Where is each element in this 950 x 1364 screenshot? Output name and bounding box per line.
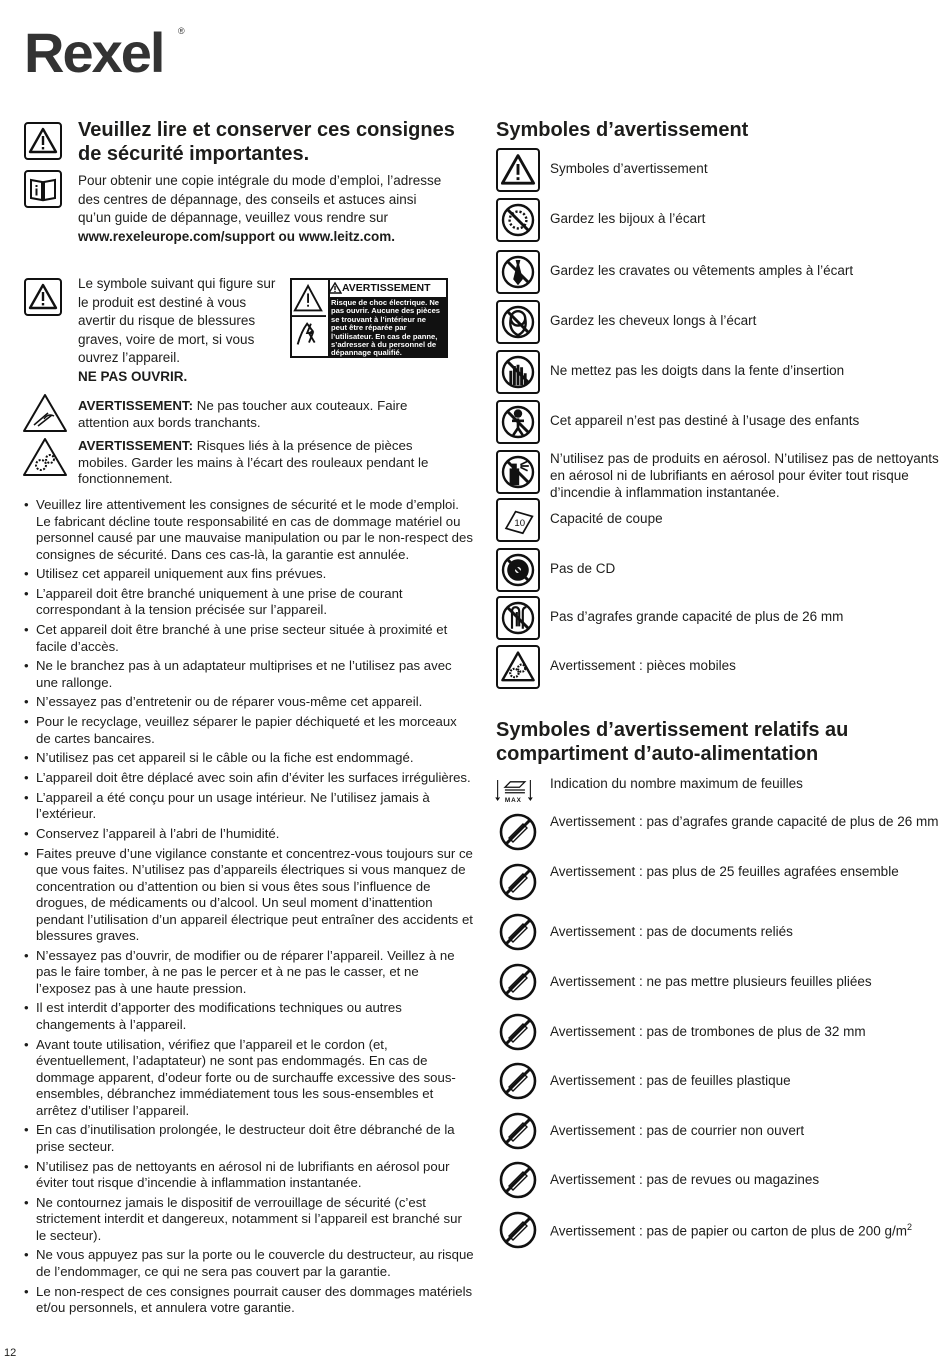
symbol-label: Gardez les bijoux à l’écart (550, 211, 706, 226)
no-unopened-mail-icon (498, 1111, 538, 1151)
symbol-row (496, 250, 946, 294)
autofeed-label (550, 972, 942, 991)
symbol-label: N’utilisez pas de produits en aérosol. N’utilisez pas de nettoyants en aérosol ni de lubrifiants en aérosol pour éviter tout risque d’incendie à inflammation instantanée. (550, 451, 939, 500)
autofeed-row (496, 1012, 946, 1054)
warning-label-heading: AVERTISSEMENT (342, 282, 431, 294)
autofeed-label-text: Avertissement : pas de courrier non ouvert (550, 1123, 805, 1138)
bullet-item: • L’appareil doit être déplacé avec soin afin d’éviter les surfaces irrégulières. (24, 770, 474, 787)
autofeed-row (496, 912, 946, 954)
symbol-row (496, 450, 946, 500)
intro-paragraph (78, 172, 448, 246)
warning-triangle-icon (24, 278, 62, 316)
bullet-item: • N’essayez pas d’entretenir ou de réparer vous-même cet appareil. (24, 694, 474, 711)
symbol-label: Avertissement : pièces mobiles (550, 658, 736, 673)
symbol-row (496, 148, 946, 192)
intro-text: Pour obtenir une copie intégrale du mode d’emploi, l’adresse des centres de dépannage, des conseils et astuces ainsi qu’un guide de dépannage, veuillez vous rendre sur (78, 173, 442, 226)
symbol-row (496, 350, 946, 394)
symbol-label: Gardez les cravates ou vêtements amples à l’écart (550, 263, 854, 278)
autofeed-label (550, 1071, 942, 1090)
cutting-capacity-icon (496, 498, 540, 542)
bullet-item: • L’appareil a été conçu pour un usage intérieur. Ne l’utilisez jamais à l’extérieur. (24, 790, 474, 823)
autofeed-row (496, 962, 946, 1004)
symbol-row (496, 198, 946, 242)
no-plastic-sheets-icon (498, 1061, 538, 1101)
autofeed-label (550, 1218, 942, 1241)
autofeed-label-text: Avertissement : pas de trombones de plus de 32 mm (550, 1024, 866, 1039)
warning-triangle-icon (328, 282, 342, 294)
moving-parts-warning-icon (22, 437, 68, 477)
svg-text:MAX: MAX (504, 796, 522, 804)
no-magazines-icon (498, 1160, 538, 1200)
bullet-item: • Il est interdit d’apporter des modifications techniques ou autres changements à l’appareil. (24, 1000, 474, 1033)
symbol-row (496, 300, 946, 344)
autofeed-row (496, 1061, 946, 1103)
blades-warning (78, 397, 458, 431)
autofeed-label (550, 862, 942, 881)
warning-triangle-icon (496, 148, 540, 192)
symbol-label: Gardez les cheveux longs à l’écart (550, 313, 757, 328)
autofeed-label-text: Avertissement : pas de revues ou magazines (550, 1172, 820, 1187)
no-paperclips-icon (498, 1012, 538, 1052)
blades-warning-text: Ne pas toucher aux couteaux. Faire attention aux bords tranchants. (78, 398, 408, 430)
read-manual-icon (24, 170, 62, 208)
autofeed-label (550, 1022, 942, 1041)
rexel-logo (24, 20, 163, 85)
no-long-hair-icon (496, 300, 540, 344)
no-stapled-sheets-icon (498, 862, 538, 902)
bullet-item: • Avant toute utilisation, vérifiez que l’appareil et le cordon (et, éventuellement, l’adaptateur) ne sont pas endommagés. En cas de dommage apparent, d’odeur forte ou de surchauffe excessive des sous-ensembles, débranchez immédiatement tous les sous-ensembles et arrêtez d’utiliser l’appareil. (24, 1037, 474, 1120)
bullet-item: • Utilisez cet appareil uniquement aux fins prévues. (24, 566, 474, 583)
symbol-label: Ne mettez pas les doigts dans la fente d’insertion (550, 363, 845, 378)
autofeed-label-text: Avertissement : ne pas mettre plusieurs feuilles pliées (550, 974, 872, 989)
symbol-label: Cet appareil n’est pas destiné à l’usage des enfants (550, 413, 860, 428)
symbol-label: Pas de CD (550, 561, 616, 576)
bullet-item: • Pour le recyclage, veuillez séparer le papier déchiqueté et les morceaux de cartes bancaires. (24, 714, 474, 747)
symbol-label: Capacité de coupe (550, 511, 663, 526)
autofeed-label (550, 1121, 942, 1140)
no-large-staples-icon (496, 596, 540, 640)
bullet-item: • Cet appareil doit être branché à une prise secteur située à proximité et facile d’accès. (24, 622, 474, 655)
autofeed-label (550, 1170, 942, 1189)
warning-label-head (328, 280, 446, 296)
autofeed-label-text: Avertissement : pas plus de 25 feuilles agrafées ensemble (550, 864, 899, 879)
autofeed-row (496, 812, 946, 854)
symbol-row (496, 596, 946, 640)
superscript: 2 (906, 1222, 912, 1232)
autofeed-label-text: Avertissement : pas de feuilles plastique (550, 1073, 791, 1088)
autofeed-row (496, 772, 946, 814)
logo-text: Rexel (24, 21, 164, 84)
bullet-item: • Veuillez lire attentivement les consignes de sécurité et le mode d’emploi. Le fabricant décline toute responsabilité en cas de dommage matériel ou personnel causé par une mauvaise manipulation ou par le non-respect des consignes de sécurité. Dans ces cas-là, la garantie est annulée. (24, 497, 474, 563)
bullet-item: • Le non-respect de ces consignes pourrait causer des dommages matériels et/ou personnels, et annulera votre garantie. (24, 1284, 474, 1317)
registered-mark: ® (178, 26, 185, 36)
symbol-text: Le symbole suivant qui figure sur le produit est destiné à vous avertir du risque de blessures graves, voire de mort, si vous ouvrez l’appareil. (78, 276, 276, 366)
sharp-blades-warning-icon (22, 393, 68, 433)
autofeed-label (550, 922, 942, 941)
autofeed-label (550, 812, 942, 831)
safety-bullet-list (24, 497, 474, 1320)
warning-triangle-icon (24, 122, 62, 160)
support-link[interactable]: www.rexeleurope.com/support ou www.leitz.com. (78, 228, 396, 244)
autofeed-title: Symboles d’avertissement relatifs au compartiment d’auto-alimentation (496, 719, 849, 765)
bullet-item: • Ne contournez jamais le dispositif de verrouillage de sécurité (c’est strictement interdit et dangereux, notamment si l’appareil est branché sur le secteur). (24, 1195, 474, 1245)
symbols-title: Symboles d’avertissement (496, 119, 749, 141)
warning-prefix: AVERTISSEMENT: (78, 438, 194, 453)
page-number: 12 (4, 1347, 17, 1359)
autofeed-label-text: Avertissement : pas de papier ou carton de plus de 200 g/m (550, 1223, 907, 1239)
warning-label-body: Risque de choc électrique. Ne pas ouvrir. Aucune des pièces se trouvant à l’intérieur ne peut être réparée par l’utilisateur. En cas de panne, s’adresser à du personnel de dépannage qualifié. (328, 297, 446, 356)
no-cd-icon (496, 548, 540, 592)
symbol-row (496, 645, 946, 689)
no-jewelry-icon (496, 198, 540, 242)
bullet-item: • N’utilisez pas de nettoyants en aérosol ni de lubrifiants en aérosol pour éviter tout risque d’incendie à inflammation instantanée. (24, 1159, 474, 1192)
no-fingers-icon (496, 350, 540, 394)
electric-shock-warning-label (290, 278, 448, 358)
no-heavy-paper-icon (498, 1210, 538, 1250)
no-folded-sheets-icon (498, 962, 538, 1002)
symbol-label: Symboles d’avertissement (550, 161, 708, 176)
symbol-row (496, 400, 946, 444)
max-sheets-icon (494, 770, 534, 810)
bullet-item: • En cas d’inutilisation prolongée, le destructeur doit être débranché de la prise secteur. (24, 1122, 474, 1155)
autofeed-label (550, 774, 942, 793)
autofeed-label-text: Indication du nombre maximum de feuilles (550, 776, 803, 791)
autofeed-row (496, 862, 946, 904)
no-bound-documents-icon (498, 912, 538, 952)
autofeed-row (496, 1160, 946, 1202)
no-aerosol-icon (496, 450, 540, 494)
no-children-icon (496, 400, 540, 444)
moving-parts-warning-text: Risques liés à la présence de pièces mobiles. Garder les mains à l’écart des rouleaux pendant le fonctionnement. (78, 438, 429, 486)
autofeed-label-text: Avertissement : pas de documents reliés (550, 924, 793, 939)
bullet-item: • Faites preuve d’une vigilance constante et concentrez-vous toujours sur ce que vous faites. N’utilisez pas d’appareils électriques si vous manquez de concentration ou d’attention ou bien si vous êtes sous l’influence de drogues, de médicaments ou d’alcool. Un seul moment d’inattention pendant l’utilisation d’un appareil électrique peut entraîner des accidents et blessures graves. (24, 846, 474, 945)
no-tie-icon (496, 250, 540, 294)
symbol-row (496, 498, 946, 542)
autofeed-label-text: Avertissement : pas d’agrafes grande capacité de plus de 26 mm (550, 814, 939, 829)
no-large-staples-icon (498, 812, 538, 852)
bullet-item: • Ne vous appuyez pas sur la porte ou le couvercle du destructeur, au risque de l’endommager, ce qui ne sera pas couvert par la garantie. (24, 1247, 474, 1280)
moving-parts-warning (78, 438, 458, 488)
autofeed-row (496, 1111, 946, 1153)
symbol-label: Pas d’agrafes grande capacité de plus de 26 mm (550, 609, 844, 624)
bullet-item: • N’essayez pas d’ouvrir, de modifier ou de réparer l’appareil. Veillez à ne pas le faire tomber, à ne pas le percer et à ne pas le casser, et ne l’exposez pas à une haute pression. (24, 948, 474, 998)
warning-label-icons (292, 280, 330, 356)
warning-prefix: AVERTISSEMENT: (78, 398, 194, 413)
svg-text:10: 10 (514, 518, 526, 529)
bullet-item: • Conservez l’appareil à l’abri de l’humidité. (24, 826, 474, 843)
do-not-open-text: NE PAS OUVRIR. (78, 368, 188, 384)
symbol-row (496, 548, 946, 592)
bullet-item: • Ne le branchez pas à un adaptateur multiprises et ne l’utilisez pas avec une rallonge. (24, 658, 474, 691)
bullet-item: • L’appareil doit être branché uniquement à une prise de courant correspondant à la tension précisée sur l’appareil. (24, 586, 474, 619)
symbol-paragraph (78, 275, 278, 387)
bullet-item: • N’utilisez pas cet appareil si le câble ou la fiche est endommagé. (24, 750, 474, 767)
autofeed-row (496, 1210, 946, 1252)
intro-title: Veuillez lire et conserver ces consignes de sécurité importantes. (78, 119, 455, 165)
moving-parts-icon (496, 645, 540, 689)
